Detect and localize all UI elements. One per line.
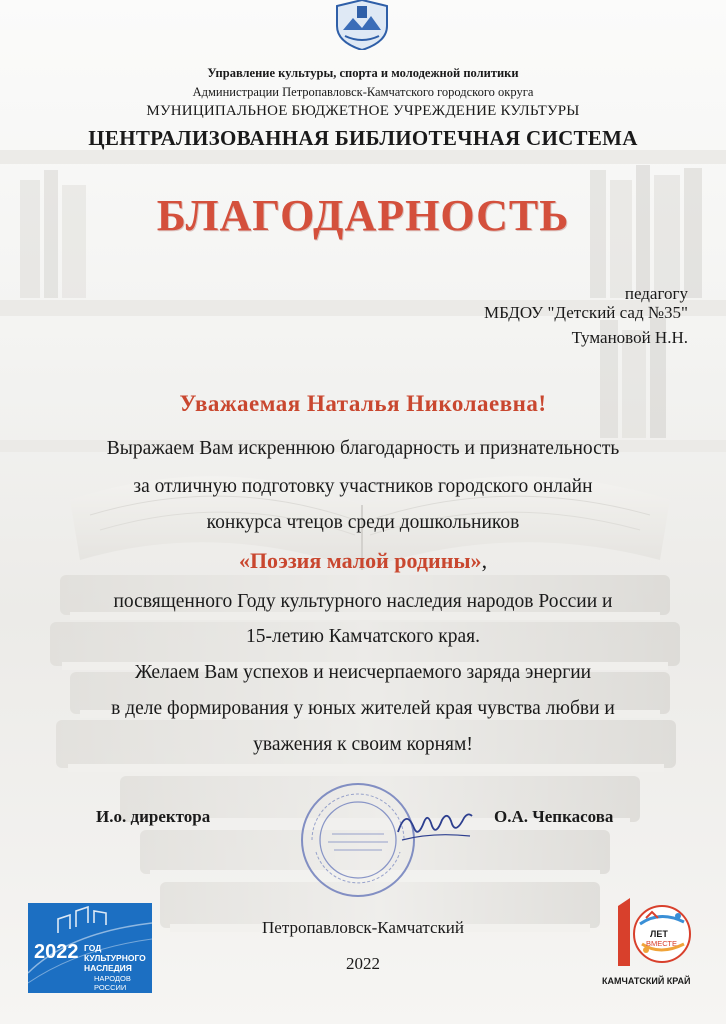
logo-left-word-5: РОССИИ (94, 983, 127, 992)
contest-name: «Поэзия малой родины» (238, 548, 482, 573)
logo-right-let: ЛЕТ (650, 929, 668, 939)
org-institution-type-line: МУНИЦИПАЛЬНОЕ БЮДЖЕТНОЕ УЧРЕЖДЕНИЕ КУЛЬТУРЫ (146, 103, 580, 119)
recipient-organization: МБДОУ "Детский сад №35" (484, 303, 688, 322)
body-line-4: посвященного Году культурного наследия народов России и (113, 591, 613, 612)
body-line-7: в деле формирования у юных жителей края чувства любви и (111, 698, 615, 719)
salutation: Уважаемая Наталья Николаевна! (179, 391, 547, 416)
body-line-2: за отличную подготовку участников городского онлайн (133, 476, 593, 497)
org-administration-line: Администрации Петропавловск-Камчатского городского округа (192, 85, 534, 99)
issue-city: Петропавловск-Камчатский (262, 918, 464, 937)
body-line-1: Выражаем Вам искреннюю благодарность и признательность (106, 438, 620, 459)
recipient-position: педагогу (624, 284, 688, 303)
body-line-6: Желаем Вам успехов и неисчерпаемого заряда энергии (134, 662, 592, 683)
logo-right-caption: КАМЧАТСКИЙ КРАЙ (602, 976, 691, 986)
body-line-5: 15-летию Камчатского края. (246, 626, 480, 647)
contest-name-comma: , (481, 548, 488, 573)
contest-name-line (0, 548, 726, 574)
signatory-name: О.А. Чепкасова (494, 807, 614, 826)
issue-year: 2022 (346, 954, 380, 973)
body-line-8: уважения к своим корням! (253, 734, 473, 755)
logo-right-vmeste: ВМЕСТЕ (646, 939, 678, 948)
logo-left-word-4: НАРОДОВ (94, 974, 131, 983)
cultural-heritage-year-logo (28, 903, 152, 993)
handwritten-signature (392, 802, 476, 848)
document-title: БЛАГОДАРНОСТЬ (156, 191, 570, 240)
org-ministry-line: Управление культуры, спорта и молодежной политики (207, 66, 519, 80)
logo-left-word-2: КУЛЬТУРНОГО (84, 953, 146, 963)
recipient-name: Тумановой Н.Н. (571, 328, 688, 347)
kamchatka-15-years-logo (600, 888, 704, 990)
logo-left-word-1: ГОД (84, 943, 102, 953)
coat-of-arms-icon (333, 0, 391, 50)
org-name-line: ЦЕНТРАЛИЗОВАННАЯ БИБЛИОТЕЧНАЯ СИСТЕМА (88, 126, 638, 150)
logo-left-word-3: НАСЛЕДИЯ (84, 963, 132, 973)
logo-left-year: 2022 (34, 941, 79, 963)
body-line-3: конкурса чтецов среди дошкольников (206, 512, 520, 533)
signatory-role: И.о. директора (96, 807, 211, 826)
